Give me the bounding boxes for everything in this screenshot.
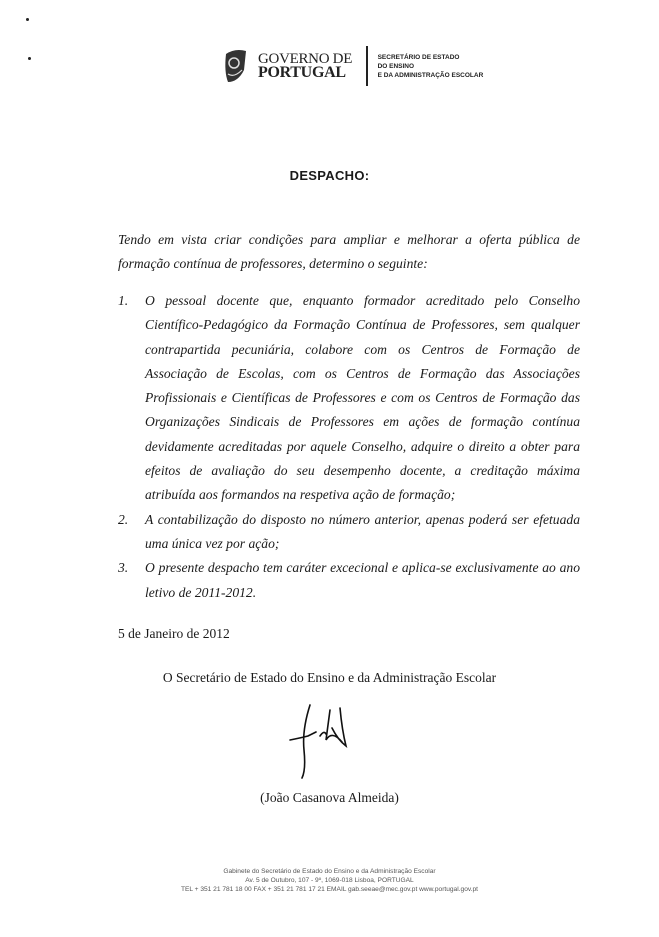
government-emblem-icon <box>222 48 248 84</box>
office-line-2: DO ENSINO <box>377 62 415 70</box>
document-title: DESPACHO: <box>289 168 370 183</box>
item-number: 2. <box>118 511 129 527</box>
divider <box>366 46 368 86</box>
office-name <box>378 53 484 80</box>
footer-office: Gabinete do Secretário de Estado do Ensino e da Administração Escolar <box>223 868 436 875</box>
office-line-3: E DA ADMINISTRAÇÃO ESCOLAR <box>377 71 484 79</box>
letterhead <box>222 46 483 86</box>
logo-line-1: GOVERNO DE <box>258 51 353 67</box>
list-item <box>118 289 580 508</box>
footer-contacts: TEL + 351 21 781 18 00 FAX + 351 21 781 17 21 EMAIL gab.seeae@mec.gov.pt www.portugal.gov.pt <box>180 886 478 893</box>
logo-line-2: PORTUGAL <box>258 64 346 81</box>
item-text: O pessoal docente que, enquanto formador acreditado pelo Conselho Científico-Pedagógico da Formação Contínua de Professores, sem qualquer contrapartida pecuniária, colabore com os Centros de Formação de Associação de Escolas, com os Centros de Formação das Associações Profissionais e Científicas de Professores e com os Centros de Formação das Organizações Sindicais de Professores em ações de formação contínua devidamente acreditadas por aquele Conselho, adquire o direito a obter para efeitos de avaliação do seu desempenho docente, a creditação máxima atribuída aos formandos na respetiva ação de formação; <box>145 293 580 503</box>
footer-address: Av. 5 de Outubro, 107 - 9º, 1069-018 Lisboa, PORTUGAL <box>245 877 414 884</box>
list-item <box>118 508 580 557</box>
item-number: 3. <box>118 560 129 576</box>
signatory-name: (João Casanova Almeida) <box>260 790 399 805</box>
item-number: 1. <box>118 293 129 308</box>
office-line-1: SECRETÁRIO DE ESTADO <box>377 53 460 61</box>
intro-paragraph: Tendo em vista criar condições para ampliar e melhorar a oferta pública de formação contínua de professores, determino o seguinte: <box>118 232 580 271</box>
item-text: O presente despacho tem caráter excecional e aplica-se exclusivamente ao ano letivo de 2011-2012. <box>145 560 580 600</box>
government-logo-text <box>258 52 352 80</box>
handwritten-signature <box>280 700 360 780</box>
footer <box>0 867 659 894</box>
document-date: 5 de Janeiro de 2012 <box>118 626 230 641</box>
list-item <box>118 556 580 605</box>
scan-speck <box>28 57 31 60</box>
signatory-role: O Secretário de Estado do Ensino e da Administração Escolar <box>162 670 497 685</box>
determinations-list <box>118 289 580 605</box>
scan-speck <box>26 18 29 21</box>
item-text: A contabilização do disposto no número anterior, apenas poderá ser efetuada uma única vez por ação; <box>145 511 580 551</box>
